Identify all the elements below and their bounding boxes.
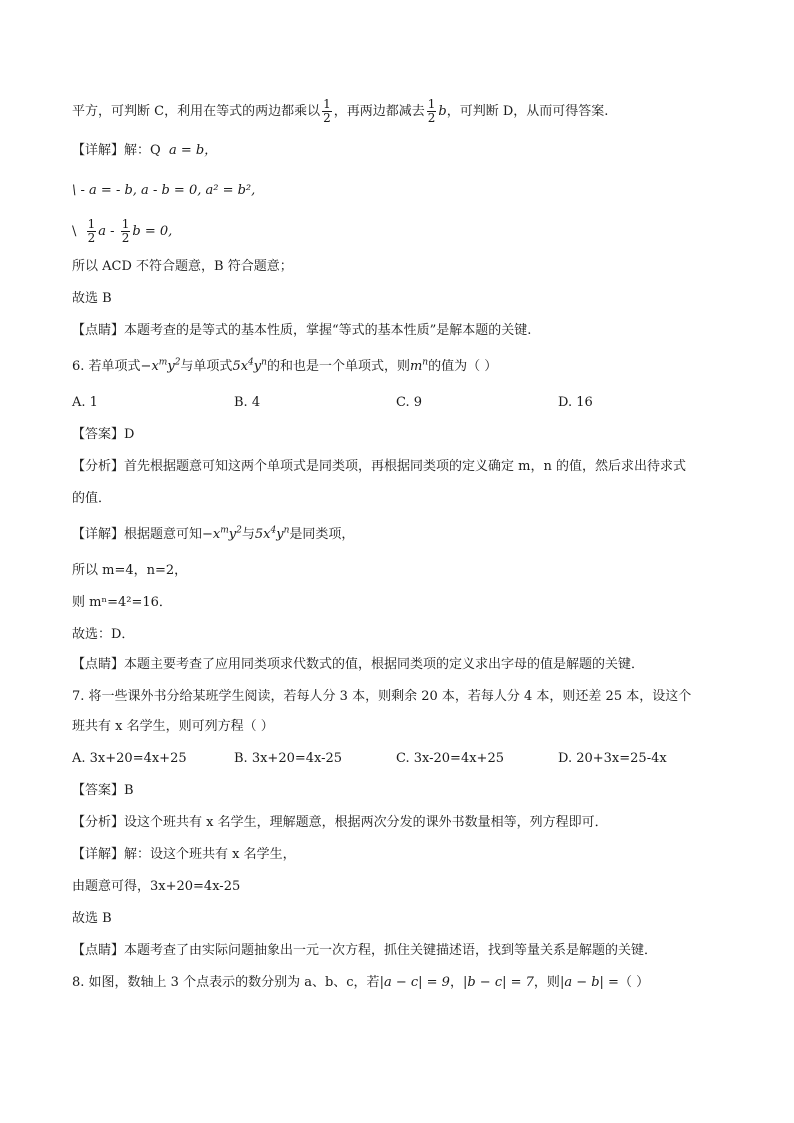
analysis-line: 【分析】首先根据题意可知这两个单项式是同类项，再根据同类项的定义确定 m，n 的值，然后求出待求式 <box>72 459 686 474</box>
detail-line <box>72 526 734 544</box>
text-segment: 【详解】根据题意可知 <box>72 527 203 542</box>
answer-line: 【答案】B <box>72 783 134 798</box>
exponent: n <box>422 357 429 368</box>
detail-line <box>72 142 734 160</box>
question-8-stem: 8. 如图，数轴上 3 个点表示的数分别为 a、b、c，若|a − c| = 9，|b − c| = 7，则|a − b| =（ ） <box>72 975 650 990</box>
monomial-1 <box>141 359 181 374</box>
equation-prefix: \ <box>72 224 77 239</box>
text-segment: ，再两边都减去 <box>333 104 425 119</box>
monomial-base: y <box>276 527 284 542</box>
monomial-base: y <box>167 359 175 374</box>
text-segment: ，可判断 D，从而可得答案. <box>446 104 609 119</box>
fraction <box>322 98 332 125</box>
equation: a = b， <box>168 143 218 158</box>
equation: b = 0, <box>132 224 173 239</box>
text-line: 所以 ACD 不符合题意，B 符合题意； <box>72 259 293 274</box>
answer-line: 【答案】D <box>72 427 135 442</box>
analysis-line: 【分析】设这个班共有 x 名学生，理解题意，根据两次分发的课外书数量相等，列方程即可． <box>72 815 608 830</box>
equation: \ - a = - b, a - b = 0, a² = b², <box>72 183 256 198</box>
text-line <box>72 98 734 125</box>
analysis-line: 的值． <box>72 491 112 506</box>
fraction <box>121 218 131 245</box>
fraction-denominator: 2 <box>87 231 96 245</box>
detail-label: 【详解】解：Q <box>72 143 161 158</box>
exponent: n <box>261 357 267 368</box>
question-7-stem: 7. 将一些课外书分给某班学生阅读，若每人分 3 本，则剩余 20 本，若每人分 4 本，则还差 25 本，设这个 <box>72 689 692 704</box>
exponent: 4 <box>270 525 277 536</box>
monomial-base: m <box>409 359 423 374</box>
monomial-1 <box>202 527 242 542</box>
text-segment: 8. 如图，数轴上 3 个点表示的数分别为 a、b、c，若 <box>72 975 380 990</box>
question-6-stem <box>72 358 734 376</box>
fraction <box>427 98 437 125</box>
text-line: 故选 B <box>72 911 112 926</box>
monomial-base: y <box>228 527 237 542</box>
equation: a - <box>98 224 115 239</box>
option-d: D. 16 <box>558 395 593 410</box>
text-line: 故选：D． <box>72 627 135 642</box>
exponent: m <box>158 357 168 368</box>
variable: b <box>438 104 447 119</box>
exponent: 2 <box>174 357 181 368</box>
option-b: B. 3x+20=4x-25 <box>234 751 343 766</box>
fraction-denominator: 2 <box>121 231 130 245</box>
exponent: m <box>220 525 229 536</box>
text-line: 由题意可得，3x+20=4x-25 <box>72 879 241 894</box>
option-a: A. 3x+20=4x+25 <box>72 751 187 766</box>
detail-line: 【详解】解：设这个班共有 x 名学生， <box>72 847 296 862</box>
text-line: 故选 B <box>72 291 112 306</box>
text-segment: 是同类项， <box>289 527 355 542</box>
comment-line: 【点睛】本题主要考查了应用同类项求代数式的值，根据同类项的定义求出字母的值是解题的关键． <box>72 657 645 672</box>
absolute-value-expression: |b − c| = 7 <box>462 975 534 990</box>
absolute-value-expression: |a − b| = <box>559 975 619 990</box>
text-segment: 的和也是一个单项式，则 <box>266 359 410 374</box>
option-b: B. 4 <box>234 395 261 410</box>
monomial-base: −x <box>140 359 159 374</box>
comment-line: 【点睛】本题考查的是等式的基本性质，掌握“等式的基本性质”是解本题的关键. <box>72 323 532 338</box>
fraction-numerator: 1 <box>87 217 96 231</box>
fraction-denominator: 2 <box>427 111 436 125</box>
text-line: 则 mⁿ=4²=16． <box>72 595 172 610</box>
exponent: 4 <box>248 357 254 368</box>
text-segment: 与单项式 <box>180 359 233 374</box>
text-segment: 与 <box>241 527 255 542</box>
exponent: n <box>283 525 290 536</box>
monomial-base: y <box>253 359 262 374</box>
option-c: C. 9 <box>396 395 423 410</box>
absolute-value-expression: |a − c| = 9 <box>379 975 450 990</box>
text-segment: 平方，可判断 C，利用在等式的两边都乘以 <box>72 104 321 119</box>
monomial-base: 5x <box>232 359 249 374</box>
option-c: C. 3x-20=4x+25 <box>396 751 504 766</box>
monomial-base: 5x <box>254 527 271 542</box>
text-segment: 6. 若单项式 <box>72 359 141 374</box>
comment-line: 【点睛】本题考查了由实际问题抽象出一元一次方程，抓住关键描述语，找到等量关系是解题的关键． <box>72 943 658 958</box>
power-mn <box>410 359 428 374</box>
text-segment: 的值为（ ） <box>428 359 498 374</box>
option-a: A. 1 <box>72 395 98 410</box>
monomial-base: −x <box>202 527 221 542</box>
equation-line <box>72 182 734 200</box>
option-d: D. 20+3x=25-4x <box>558 751 667 766</box>
text-segment: （ ） <box>618 975 650 990</box>
question-7-stem: 班共有 x 名学生，则可列方程（ ） <box>72 719 274 734</box>
exponent: 2 <box>236 525 242 536</box>
fraction-numerator: 1 <box>323 97 331 111</box>
fraction-numerator: 1 <box>121 217 130 231</box>
monomial-2 <box>255 527 290 542</box>
text-line: 所以 m=4，n=2， <box>72 563 188 578</box>
fraction-denominator: 2 <box>323 111 331 125</box>
monomial-2 <box>232 359 267 374</box>
equation-line <box>72 218 734 245</box>
fraction <box>87 218 97 245</box>
fraction-numerator: 1 <box>427 97 436 111</box>
